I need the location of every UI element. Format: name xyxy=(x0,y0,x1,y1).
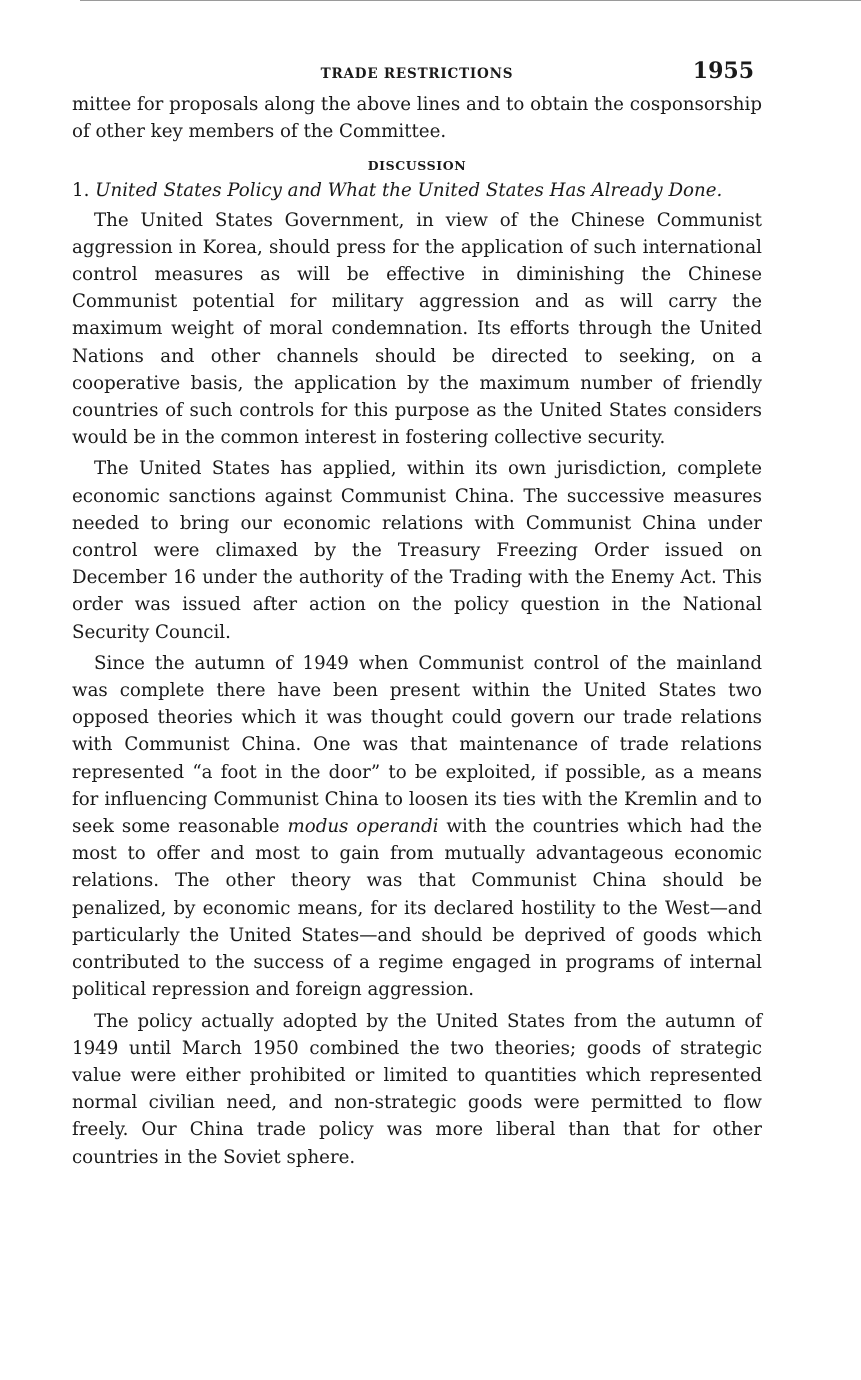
paragraph-adopted-policy: The policy actually adopted by the United States from the autumn of 1949 until March 1950 combined the two theories; goods of strategic value were either prohibited or limited to quantities which represented normal civilian need, and non-strategic goods were permitted to flow freely. Our China trade policy was more liberal than that for other countries in the Soviet sphere. xyxy=(72,1010,762,1168)
paragraph-theories xyxy=(72,650,762,1004)
heading-title: United States Policy and What the United States Has Already Done. xyxy=(95,180,723,202)
page-header xyxy=(72,58,762,90)
continuation-paragraph: mittee for proposals along the above lines and to obtain the cosponsorship of other key members of the Committee. xyxy=(72,94,762,143)
page-number: 1955 xyxy=(692,58,754,84)
running-title: TRADE RESTRICTIONS xyxy=(320,66,514,82)
document-page xyxy=(72,58,762,1171)
paragraph-policy: The United States Government, in view of the Chinese Communist aggression in Korea, should press for the application of such international control measures as will be effective in diminishing the Chinese Communist potential for military aggression and as will carry the maximum weight of moral condemnation. Its efforts through the United Nations and other channels should be directed to seeking, on a cooperative basis, the application by the maximum number of friendly countries of such controls for this purpose as the United States considers would be in the common interest in fostering collective security. xyxy=(72,209,762,449)
page-top-border xyxy=(80,0,861,1)
paragraph-theories-italic: modus operandi xyxy=(287,816,439,838)
section-label: DISCUSSION xyxy=(367,158,467,174)
paragraph-sanctions: The United States has applied, within its own jurisdiction, complete economic sanctions against Communist China. The successive measures needed to bring our economic relations with Communist China under control were climaxed by the Treasury Freezing Order issued on December 16 under the authority of the Trading with the Enemy Act. This order was issued after action on the policy question in the National Security Council. xyxy=(72,458,762,643)
section-heading xyxy=(72,177,762,204)
paragraph-theories-text-before: Since the autumn of 1949 when Communist control of the mainland was complete there have been present within the United States two opposed theories which it was thought could govern our trade relations with Communist China. One was that maintenance of trade relations represented “a foot in the door” to be exploited, if possible, as a means for influencing Communist China to loosen its ties with the Kremlin and to seek some reasonable xyxy=(72,652,762,838)
heading-number: 1. xyxy=(72,180,90,202)
paragraph-theories-text-after: with the countries which had the most to offer and most to gain from mutually advantageous economic relations. The other theory was that Communist China should be penalized, by economic means, for its declared hostility to the West—and particularly the United States—and should be deprived of goods which contributed to the success of a regime engaged in programs of internal political repression and foreign aggression. xyxy=(72,816,762,1001)
